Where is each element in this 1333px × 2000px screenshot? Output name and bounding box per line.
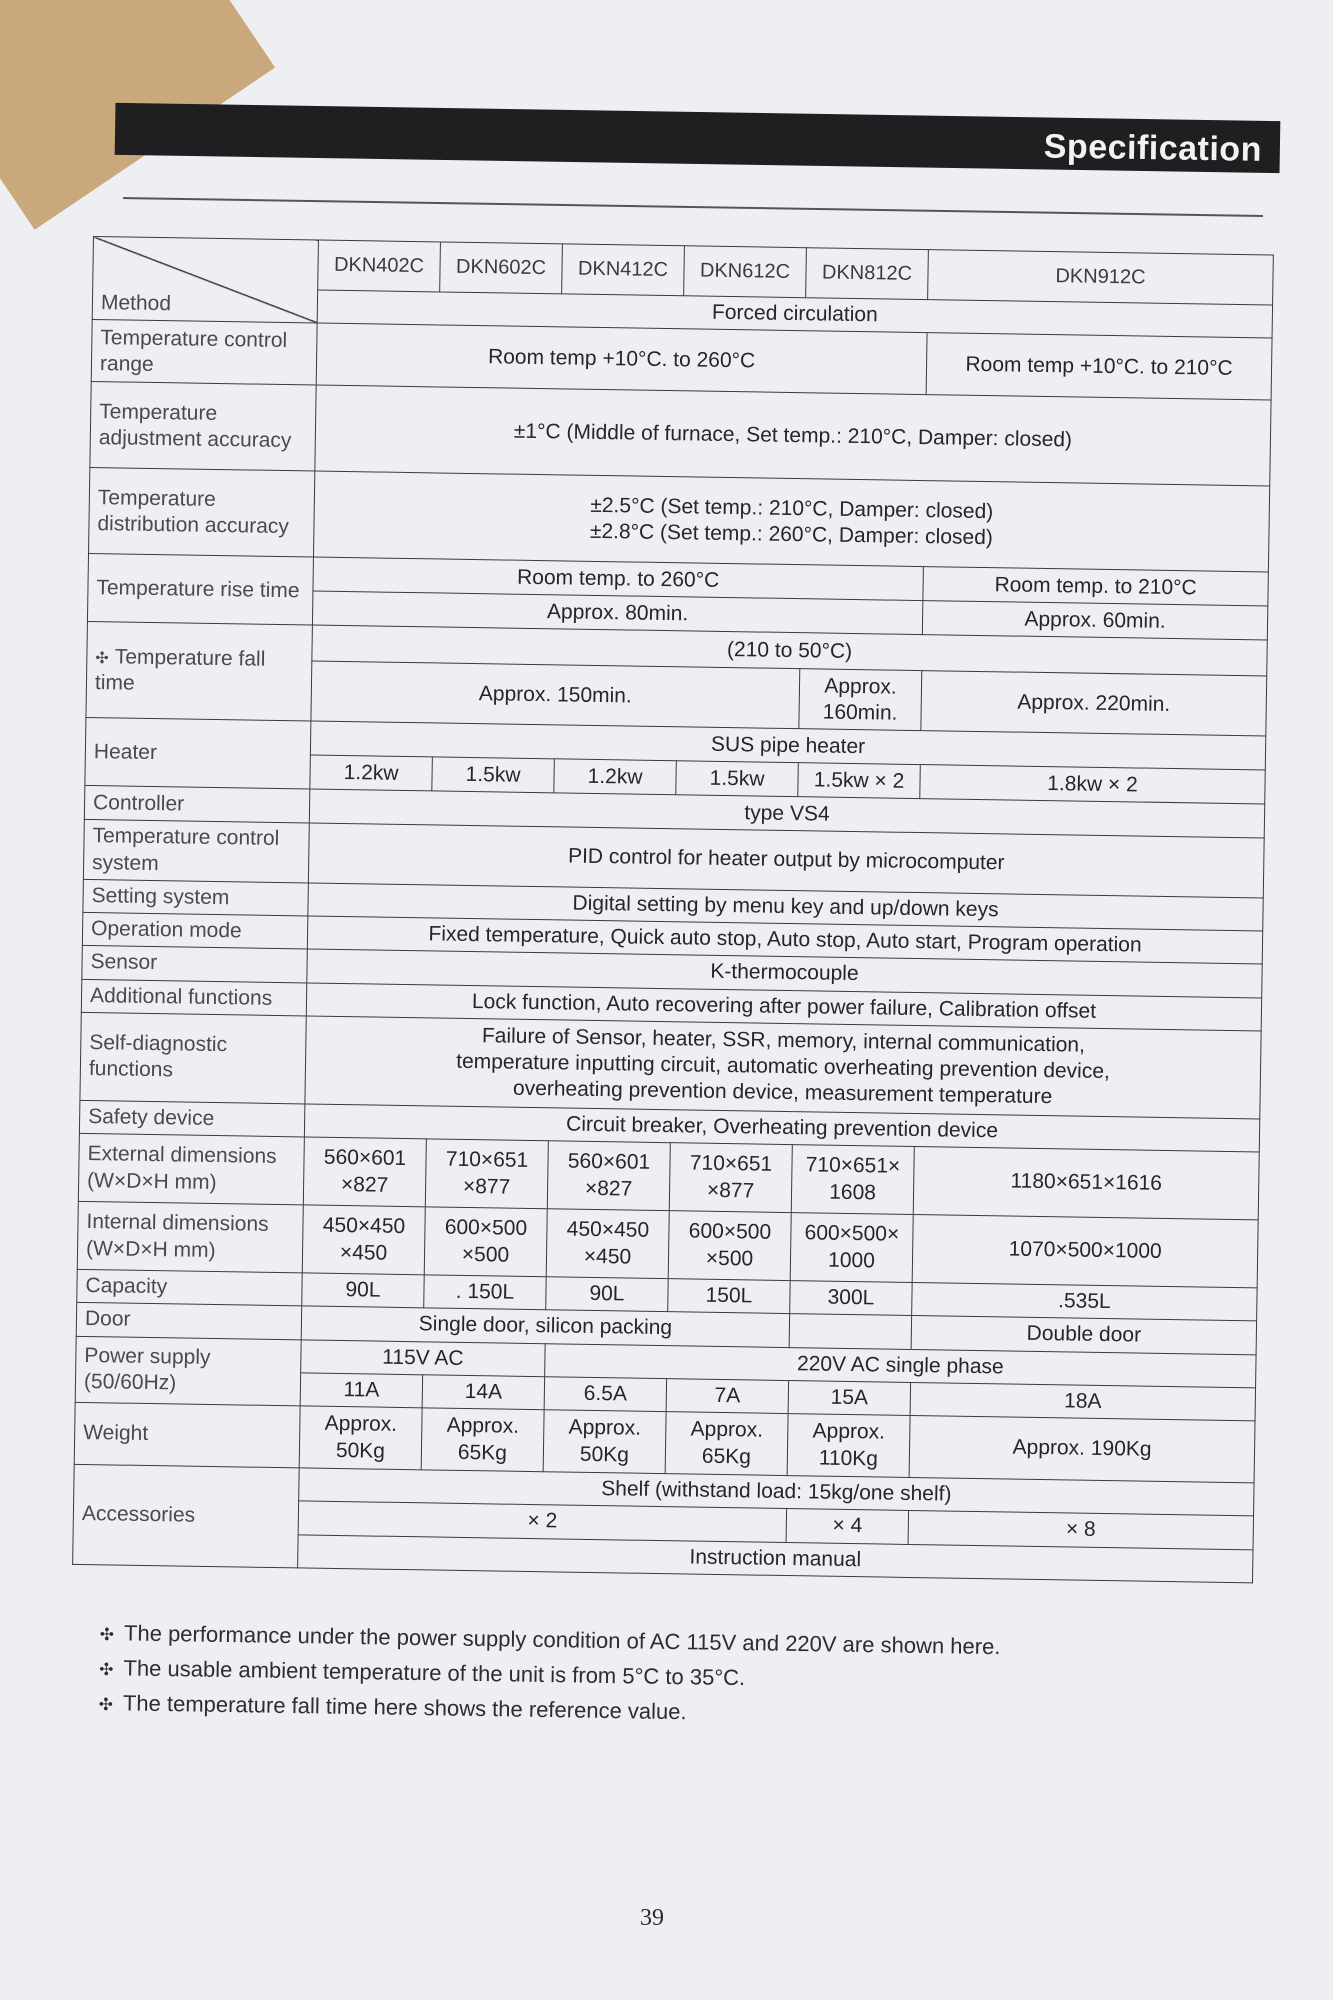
cell-value: K-thermocouple [307, 949, 1262, 997]
cell-value: Room temp +10°C. to 260°C [316, 323, 927, 395]
row-label [75, 1336, 301, 1406]
row-label [78, 1133, 304, 1205]
cell-value: 450×450 ×450 [546, 1209, 669, 1279]
cell-value: 450×450 ×450 [302, 1205, 425, 1275]
footnote [98, 1690, 1198, 1733]
cell-value: 115V AC [301, 1339, 545, 1376]
cell-value: 1.2kw [310, 755, 433, 791]
cell-value: Circuit breaker, Overheating prevention device [304, 1104, 1259, 1152]
cell-value: Approx. 65Kg [665, 1412, 788, 1476]
cell-value: 1180×651×1616 [913, 1147, 1259, 1220]
cell-value: 710×651× 1608 [791, 1145, 914, 1215]
cell-value: Approx. 150min. [311, 661, 800, 729]
cell-line: ±2.5°C (Set temp.: 210°C, Damper: closed) [590, 493, 994, 523]
cell-value: 220V AC single phase [545, 1343, 1256, 1387]
spec-table-wrapper [72, 236, 1273, 1583]
model-header: DKN912C [928, 250, 1274, 305]
bullet-icon: ✣ [95, 649, 109, 667]
footnote-text: The usable ambient temperature of the unit is from 5°C to 35°C. [123, 1655, 746, 1691]
cell-value: × 2 [298, 1501, 786, 1542]
cell-value: Fixed temperature, Quick auto stop, Auto stop, Auto start, Program operation [307, 916, 1262, 964]
cell-value: 1.5kw [676, 761, 799, 797]
cell-value: Double door [911, 1316, 1256, 1355]
row-label-unit: (W×D×H mm) [85, 1236, 216, 1262]
model-header: DKN602C [440, 242, 563, 294]
model-header: DKN612C [684, 246, 807, 298]
row-label-text: External dimensions [87, 1142, 277, 1169]
section-banner [115, 103, 1281, 173]
cell-value: 1.8kw × 2 [920, 765, 1265, 804]
cell-value: Instruction manual [298, 1534, 1253, 1582]
cell-value: 150L [668, 1279, 791, 1314]
model-header: DKN812C [806, 248, 929, 300]
cell-value: ±1°C (Middle of furnace, Set temp.: 210°C, Damper: closed) [315, 385, 1271, 486]
cell-value: (210 to 50°C) [312, 625, 1267, 676]
row-label-text: Power supply [84, 1344, 211, 1369]
cell-value: 300L [790, 1281, 913, 1316]
row-label: Accessories [73, 1464, 300, 1567]
row-label: Sensor [82, 946, 307, 983]
row-label [86, 622, 312, 722]
method-label-cell: Method [92, 237, 318, 324]
cell-value: Room temp. to 260°C [313, 557, 923, 601]
row-label-unit: (50/60Hz) [83, 1370, 177, 1395]
cell-value: 14A [422, 1375, 545, 1410]
cell-value: .535L [912, 1282, 1257, 1321]
cell-value: Approx. 65Kg [421, 1408, 544, 1472]
cell-value: 90L [546, 1277, 669, 1312]
row-label: Operation mode [82, 912, 307, 949]
cell-value: 18A [910, 1382, 1255, 1421]
cell-value: 15A [788, 1380, 911, 1415]
cell-value: 600×500× 1000 [790, 1213, 913, 1283]
model-header: DKN412C [562, 244, 685, 296]
cell-line: temperature inputting circuit, automatic overheating prevention device, [456, 1049, 1111, 1084]
cell-value: 1.2kw [554, 759, 677, 795]
row-label-text: Internal dimensions [86, 1210, 269, 1237]
cell-value: 90L [302, 1273, 425, 1308]
cell-line: ±2.8°C (Set temp.: 260°C, Damper: closed) [589, 519, 994, 549]
cell-value: . 150L [424, 1275, 547, 1310]
cell-value: 600×500 ×500 [424, 1207, 547, 1277]
row-label: Temperature rise time [87, 554, 313, 626]
cell-value: × 4 [786, 1509, 909, 1544]
row-label: Heater [85, 718, 311, 790]
section-title: Specification [1043, 127, 1263, 169]
row-label: Additional functions [81, 979, 306, 1016]
cell-value: Approx. 160min. [799, 669, 922, 731]
header-rule [123, 197, 1263, 217]
cell-value-empty [789, 1314, 912, 1349]
cell-line: Failure of Sensor, heater, SSR, memory, internal communication, [481, 1024, 1086, 1057]
cell-value: 7A [666, 1378, 789, 1413]
bullet-icon: ✣ [99, 1624, 115, 1645]
cell-value: Single door, silicon packing [301, 1306, 789, 1347]
row-label: Safety device [79, 1100, 304, 1137]
bullet-icon: ✣ [98, 1694, 114, 1715]
bullet-icon: ✣ [99, 1659, 114, 1680]
cell-value: Approx. 50Kg [543, 1410, 666, 1474]
cell-value: 710×651 ×877 [669, 1143, 792, 1213]
row-label: Capacity [77, 1269, 302, 1306]
cell-value: 710×651 ×877 [425, 1139, 548, 1209]
cell-value [305, 1016, 1261, 1119]
cell-line: overheating prevention device, measurement temperature [512, 1077, 1053, 1109]
cell-value: 11A [300, 1373, 423, 1408]
cell-value: Approx. 80min. [312, 591, 922, 635]
row-label: Self-diagnostic functions [80, 1012, 306, 1104]
row-label: Controller [84, 786, 310, 824]
cell-value: 600×500 ×500 [668, 1211, 791, 1281]
row-label: Temperature adjustment accuracy [90, 382, 316, 472]
cell-value: 560×601 ×827 [547, 1141, 670, 1211]
spec-table [72, 236, 1274, 1583]
cell-value: 1070×500×1000 [912, 1215, 1258, 1288]
footnote-text: The temperature fall time here shows the reference value. [122, 1690, 687, 1725]
row-label: Temperature distribution accuracy [89, 468, 315, 558]
row-label-unit: (W×D×H mm) [86, 1168, 217, 1194]
method-value: Forced circulation [317, 290, 1272, 338]
footnotes [98, 1620, 1200, 1742]
cell-value: Approx. 60min. [922, 601, 1267, 640]
cell-value: × 8 [908, 1511, 1253, 1550]
row-label: Temperature control range [91, 320, 317, 386]
model-header: DKN402C [318, 240, 441, 292]
row-label: Door [76, 1303, 301, 1340]
page-number: 39 [640, 1905, 664, 1931]
cell-value: Room temp +10°C. to 210°C [926, 333, 1272, 400]
cell-value: PID control for heater output by microcomputer [308, 823, 1264, 897]
cell-value: Approx. 190Kg [909, 1415, 1255, 1482]
cell-value: 6.5A [544, 1376, 667, 1411]
cell-value: Digital setting by menu key and up/down keys [308, 883, 1263, 931]
row-label: Setting system [83, 879, 308, 916]
table-row [93, 237, 1274, 306]
cell-value: type VS4 [309, 789, 1264, 838]
cell-value: Lock function, Auto recovering after power failure, Calibration offset [306, 982, 1261, 1030]
cell-value: Approx. 220min. [921, 671, 1267, 736]
cell-value: 1.5kw × 2 [798, 763, 921, 799]
row-label-text: Temperature fall time [94, 644, 266, 695]
cell-value [313, 471, 1269, 572]
cell-value: Room temp. to 210°C [923, 567, 1268, 606]
row-label [77, 1201, 303, 1273]
cell-value: SUS pipe heater [310, 721, 1265, 770]
cell-value: Approx. 110Kg [787, 1414, 910, 1478]
cell-value: Approx. 50Kg [299, 1406, 422, 1470]
footnote-text: The performance under the power supply condition of AC 115V and 220V are shown here. [123, 1620, 1001, 1660]
row-label: Weight [74, 1402, 300, 1468]
cell-value: 560×601 ×827 [303, 1137, 426, 1207]
cell-value: 1.5kw [432, 757, 555, 793]
cell-value: Shelf (withstand load: 15kg/one shelf) [299, 1468, 1254, 1516]
row-label: Temperature control system [83, 820, 309, 883]
